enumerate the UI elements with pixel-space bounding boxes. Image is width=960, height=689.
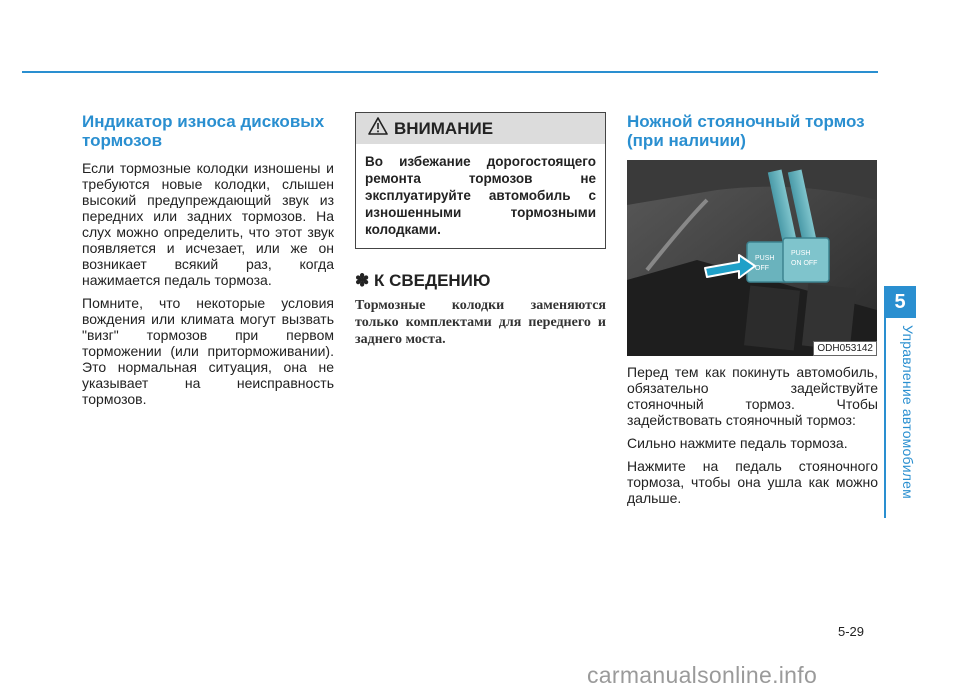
warning-box — [355, 112, 606, 249]
note-title: ✽ К СВЕДЕНИЮ — [355, 271, 491, 290]
note-text: Тормозные колодки заменяются только комплектами для переднего и заднего моста. — [355, 298, 606, 347]
pedal-label-right: PUSH — [791, 250, 811, 257]
watermark: carmanualsonline.info — [587, 662, 818, 688]
chapter-number-tab: 5 — [884, 286, 916, 318]
warning-header — [356, 113, 605, 144]
paragraph: Если тормозные колодки изношены и требуются новые колодки, слышен высокий предупреждающий звук из передних или задних тормозов. На слух можно определить, что этот звук появляется и исчезает, или же он возникает всякий раз, когда нажимается педаль тормоза. — [82, 160, 334, 288]
paragraph: Нажмите на педаль стояночного тормоза, чтобы она ушла как можно дальше. — [627, 458, 878, 506]
image-code: ODH053142 — [813, 341, 877, 356]
svg-text:ON OFF: ON OFF — [791, 260, 818, 267]
page-number: 5-29 — [838, 624, 865, 639]
column-warning-note — [355, 112, 606, 348]
paragraph: Помните, что некоторые условия вождения или климата могут вызвать "визг" тормозов при первом торможении (или приторможивании). Это нормальная ситуация, она не указывает на неисправность тормозов. — [82, 295, 334, 407]
warning-title: ВНИМАНИЕ — [394, 118, 494, 138]
warning-triangle-icon — [368, 117, 388, 140]
chapter-tab-rule — [884, 318, 886, 518]
chapter-title: Управление автомобилем — [900, 325, 916, 499]
pedal-label-left: PUSH — [755, 255, 775, 262]
parking-brake-pedal-photo — [627, 160, 877, 356]
column-parking-brake — [627, 112, 878, 513]
column-brake-wear-indicator — [82, 112, 334, 414]
warning-text: Во избежание дорогостоящего ремонта тормозов не эксплуатируйте автомобиль с изношенными тормозными колодками. — [365, 154, 596, 237]
section-heading-parking-brake: Ножной стояночный тормоз (при наличии) — [627, 112, 865, 150]
section-heading-wear-indicator: Индикатор износа дисковых тормозов — [82, 112, 325, 150]
paragraph: Сильно нажмите педаль тормоза. — [627, 435, 848, 451]
paragraph: Перед тем как покинуть автомобиль, обязательно задействуйте стояночный тормоз. Чтобы задействовать стояночный тормоз: — [627, 364, 878, 428]
top-rule — [22, 71, 878, 73]
svg-text:OFF: OFF — [755, 265, 769, 272]
